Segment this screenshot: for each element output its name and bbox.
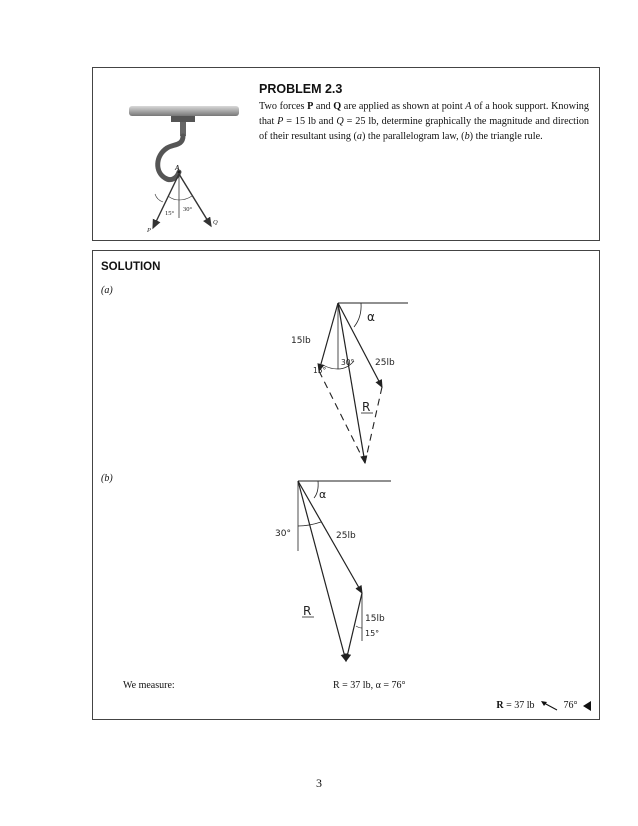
result-magnitude: = 37 lb <box>503 700 535 711</box>
hook-mount <box>171 116 195 122</box>
alpha-arc-b <box>314 481 318 498</box>
label-q: Q <box>213 219 218 226</box>
angle-15-label-b: 15° <box>365 629 380 638</box>
resultant-vector <box>338 303 365 463</box>
arc-15-b <box>356 626 362 628</box>
problem-title: PROBLEM 2.3 <box>259 82 343 96</box>
angle-30-label: 30° <box>183 206 193 213</box>
alpha-label-a: α <box>367 310 375 324</box>
angle-30-label-b: 30° <box>275 529 291 539</box>
q-mag-label-b: 25lb <box>336 531 356 541</box>
solution-box <box>92 250 600 720</box>
arc-15 <box>168 196 179 200</box>
resultant-vector-b <box>298 481 346 661</box>
parallelogram-figure <box>283 299 423 474</box>
alpha-arc <box>354 303 361 327</box>
measure-label: We measure: <box>123 680 175 691</box>
ceiling-plate <box>129 106 239 116</box>
part-a-label: (a) <box>101 285 113 296</box>
p-mag-label-a: 15lb <box>291 336 311 346</box>
p-vector <box>319 303 338 371</box>
problem-box <box>92 67 600 241</box>
force-q-arrow <box>179 174 211 226</box>
angle-15-label: 15° <box>165 210 175 217</box>
page-number: 3 <box>316 776 322 790</box>
measure-value: R = 37 lb, α = 76° <box>333 680 406 691</box>
p-mag-label-b: 15lb <box>365 614 385 624</box>
triangle-figure <box>273 476 423 666</box>
dashed-side-2 <box>365 387 382 463</box>
dashed-side-1 <box>319 371 365 463</box>
r-label-a: R <box>362 400 371 414</box>
problem-statement: Two forces P and Q are applied as shown at point A of a hook support. Knowing that P = 15 lb and Q = 25 lb, determine graphically the magnitude and direction of their resultant using (a) the parallelogram law, (b) the triangle rule. <box>259 101 590 142</box>
r-label-b: R <box>303 604 312 618</box>
result-r-symbol: R <box>496 700 504 711</box>
result-angle: 76° <box>563 700 578 711</box>
hook-support-figure <box>93 68 253 242</box>
label-a: A <box>175 164 180 172</box>
alpha-label-b: α <box>319 488 327 501</box>
label-p: P <box>147 227 151 234</box>
direction-arrow-icon <box>540 701 558 711</box>
end-marker-icon <box>583 701 591 711</box>
part-b-label: (b) <box>101 473 113 484</box>
curved-arrow-mark <box>155 194 163 202</box>
p-vector-b <box>346 593 362 661</box>
solution-title: SOLUTION <box>101 261 161 273</box>
angle-30-label-a: 30° <box>341 358 355 367</box>
q-mag-label-a: 25lb <box>375 358 395 368</box>
arc-30 <box>179 196 192 200</box>
final-result <box>496 700 591 711</box>
angle-15-label-a: 15° <box>313 366 327 375</box>
force-p-arrow <box>153 174 179 228</box>
